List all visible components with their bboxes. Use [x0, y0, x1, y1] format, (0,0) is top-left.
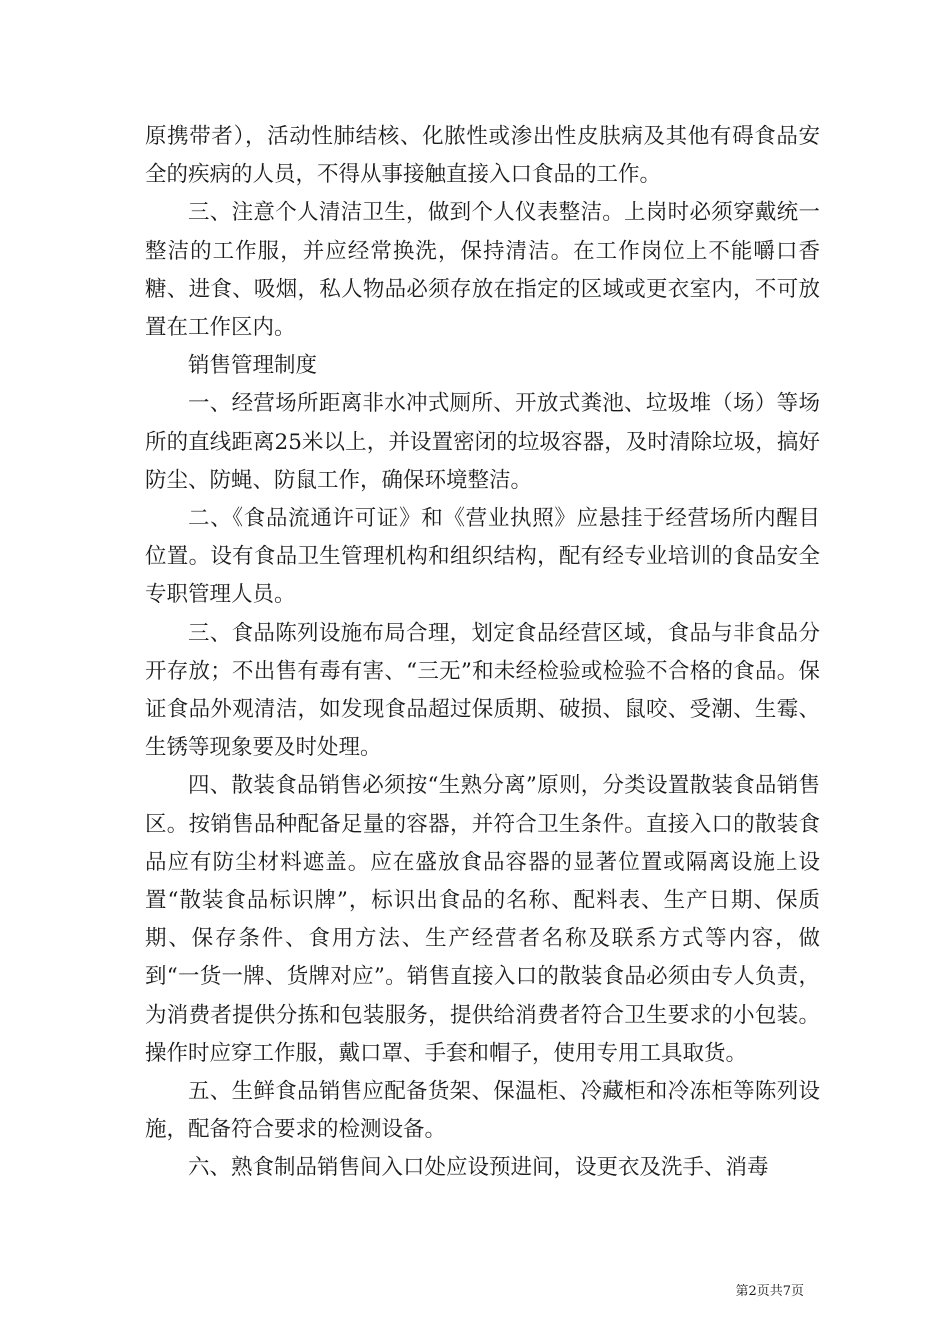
- page-number-footer: 第2页共7页: [735, 1284, 804, 1299]
- paragraph-personal-hygiene: 三、注意个人清洁卫生，做到个人仪表整洁。上岗时必须穿戴统一整洁的工作服，并应经常换洗，保持清洁。在工作岗位上不能嚼口香糖、进食、吸烟，私人物品必须存放在指定的区域或更衣室内，不可放置在工作区内。: [145, 200, 820, 341]
- document-body: [145, 118, 820, 1188]
- paragraph-rule-5: 五、生鲜食品销售应配备货架、保温柜、冷藏柜和冷冻柜等陈列设施，配备符合要求的检测设备。: [145, 1079, 820, 1143]
- paragraph-rule-4: 四、散装食品销售必须按“生熟分离”原则，分类设置散装食品销售区。按销售品种配备足量的容器，并符合卫生条件。直接入口的散装食品应有防尘材料遮盖。应在盛放食品容器的显著位置或隔离设施上设置“散装食品标识牌”，标识出食品的名称、配料表、生产日期、保质期、保存条件、食用方法、生产经营者名称及联系方式等内容，做到“一货一牌、货牌对应”。销售直接入口的散装食品必须由专人负责，为消费者提供分拣和包装服务，提供给消费者符合卫生要求的小包装。操作时应穿工作服，戴口罩、手套和帽子，使用专用工具取货。: [145, 773, 820, 1066]
- paragraph-rule-3: 三、食品陈列设施布局合理，划定食品经营区域，食品与非食品分开存放；不出售有毒有害、“三无”和未经检验或检验不合格的食品。保证食品外观清洁，如发现食品超过保质期、破损、鼠咬、受潮、生霉、生锈等现象要及时处理。: [145, 620, 820, 761]
- section-heading-sales-management: 销售管理制度: [188, 353, 318, 379]
- paragraph-rule-2: 二、《食品流通许可证》和《营业执照》应悬挂于经营场所内醒目位置。设有食品卫生管理机构和组织结构，配有经专业培训的食品安全专职管理人员。: [145, 506, 820, 608]
- paragraph-rule-1: 一、经营场所距离非水冲式厕所、开放式粪池、垃圾堆（场）等场所的直线距离25米以上，并设置密闭的垃圾容器，及时清除垃圾，搞好防尘、防蝇、防鼠工作，确保环境整洁。: [145, 391, 820, 493]
- paragraph-continuation: 原携带者），活动性肺结核、化脓性或渗出性皮肤病及其他有碍食品安全的疾病的人员，不得从事接触直接入口食品的工作。: [145, 124, 820, 188]
- paragraph-rule-6: 六、熟食制品销售间入口处应设预进间，设更衣及洗手、消毒: [188, 1155, 769, 1181]
